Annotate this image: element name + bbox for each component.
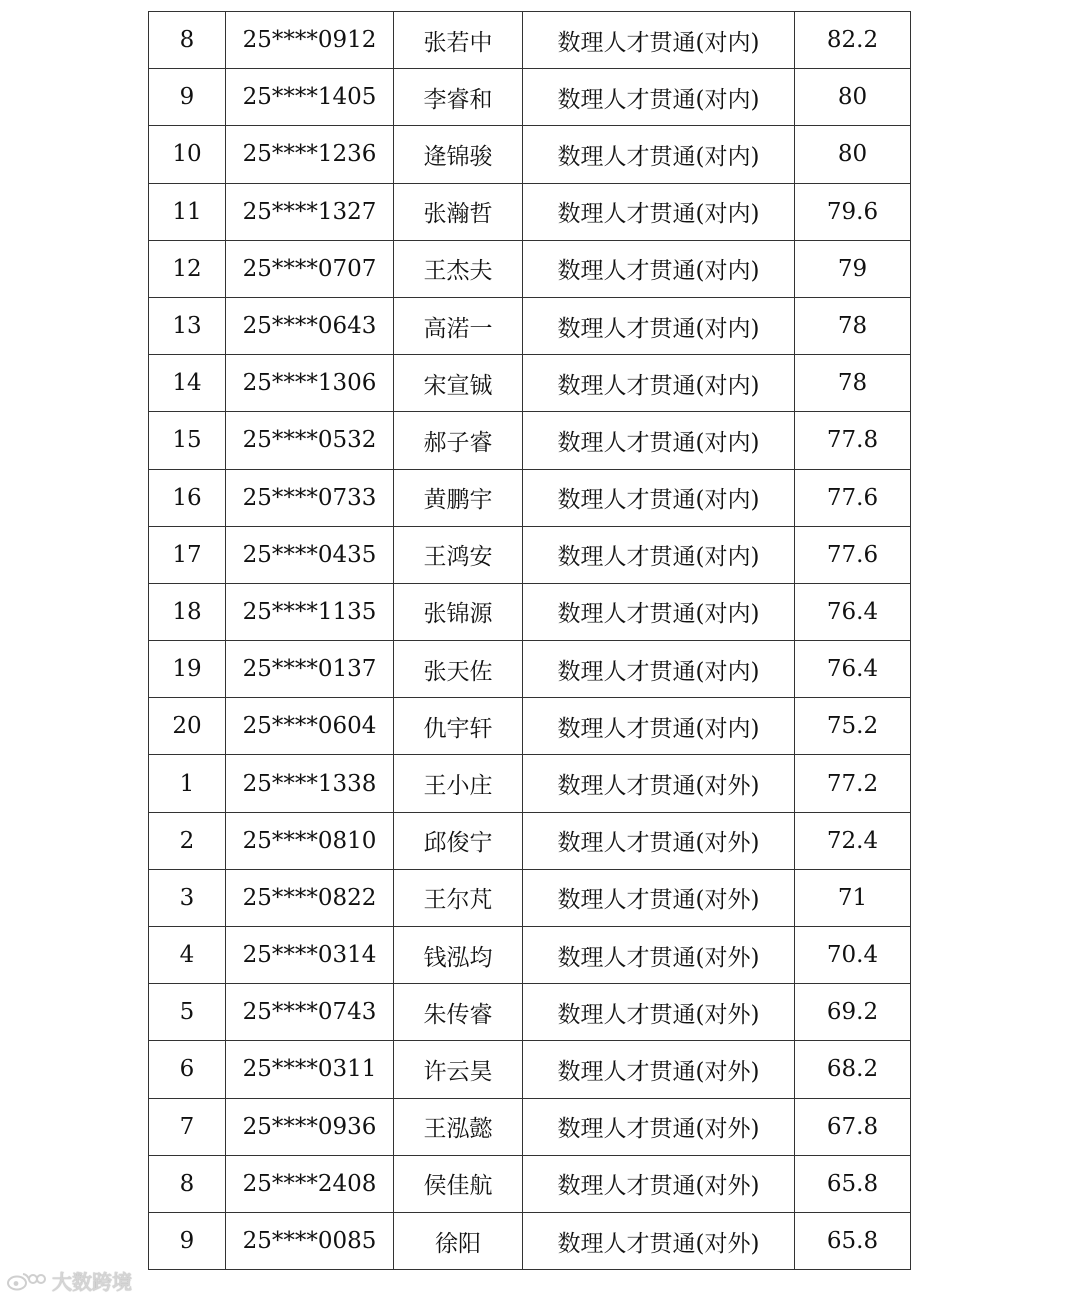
cell-exam-id: 25****0085 <box>226 1212 394 1269</box>
cell-exam-id: 25****0912 <box>226 12 394 69</box>
cell-exam-id: 25****0643 <box>226 297 394 354</box>
table-row <box>149 469 911 526</box>
cell-exam-id: 25****0707 <box>226 240 394 297</box>
cell-exam-id: 25****0733 <box>226 469 394 526</box>
cell-program: 数理人才贯通(对内) <box>523 526 795 583</box>
cell-program: 数理人才贯通(对内) <box>523 469 795 526</box>
cell-program: 数理人才贯通(对内) <box>523 69 795 126</box>
cell-score: 78 <box>795 297 911 354</box>
cell-score: 77.2 <box>795 755 911 812</box>
table-row <box>149 183 911 240</box>
cell-score: 65.8 <box>795 1155 911 1212</box>
cell-number: 17 <box>149 526 226 583</box>
cell-score: 77.8 <box>795 412 911 469</box>
cell-program: 数理人才贯通(对内) <box>523 355 795 412</box>
cell-name: 郝子睿 <box>394 412 523 469</box>
watermark-text: 大数跨境 <box>52 1270 132 1294</box>
cell-score: 67.8 <box>795 1098 911 1155</box>
cell-program: 数理人才贯通(对内) <box>523 641 795 698</box>
cell-score: 76.4 <box>795 583 911 640</box>
cell-number: 7 <box>149 1098 226 1155</box>
cell-exam-id: 25****0435 <box>226 526 394 583</box>
cell-number: 15 <box>149 412 226 469</box>
cell-program: 数理人才贯通(对外) <box>523 1212 795 1269</box>
cell-number: 14 <box>149 355 226 412</box>
cell-name: 李睿和 <box>394 69 523 126</box>
cell-name: 宋宣铖 <box>394 355 523 412</box>
cell-exam-id: 25****0314 <box>226 927 394 984</box>
cell-program: 数理人才贯通(对外) <box>523 755 795 812</box>
cell-program: 数理人才贯通(对内) <box>523 698 795 755</box>
table-row <box>149 240 911 297</box>
cell-exam-id: 25****0743 <box>226 984 394 1041</box>
cell-score: 77.6 <box>795 469 911 526</box>
cell-name: 王鸿安 <box>394 526 523 583</box>
cell-number: 12 <box>149 240 226 297</box>
weibo-logo-icon <box>6 1270 46 1292</box>
cell-exam-id: 25****1405 <box>226 69 394 126</box>
cell-program: 数理人才贯通(对内) <box>523 240 795 297</box>
cell-score: 79.6 <box>795 183 911 240</box>
cell-score: 78 <box>795 355 911 412</box>
cell-number: 6 <box>149 1041 226 1098</box>
cell-score: 80 <box>795 126 911 183</box>
table-row <box>149 12 911 69</box>
table-row <box>149 412 911 469</box>
cell-exam-id: 25****0822 <box>226 869 394 926</box>
results-table <box>148 11 911 1270</box>
cell-name: 王杰夫 <box>394 240 523 297</box>
cell-name: 王尔芃 <box>394 869 523 926</box>
table-row <box>149 1098 911 1155</box>
cell-score: 80 <box>795 69 911 126</box>
table-row <box>149 1041 911 1098</box>
cell-name: 侯佳航 <box>394 1155 523 1212</box>
cell-name: 徐阳 <box>394 1212 523 1269</box>
table-row <box>149 355 911 412</box>
cell-name: 高渃一 <box>394 297 523 354</box>
cell-program: 数理人才贯通(对外) <box>523 1098 795 1155</box>
cell-program: 数理人才贯通(对外) <box>523 812 795 869</box>
cell-name: 张瀚哲 <box>394 183 523 240</box>
cell-program: 数理人才贯通(对外) <box>523 1041 795 1098</box>
cell-number: 10 <box>149 126 226 183</box>
cell-exam-id: 25****1306 <box>226 355 394 412</box>
cell-number: 20 <box>149 698 226 755</box>
cell-program: 数理人才贯通(对内) <box>523 183 795 240</box>
table-row <box>149 526 911 583</box>
table-row <box>149 1155 911 1212</box>
cell-name: 张锦源 <box>394 583 523 640</box>
table-row <box>149 641 911 698</box>
table-row <box>149 984 911 1041</box>
cell-score: 72.4 <box>795 812 911 869</box>
cell-program: 数理人才贯通(对外) <box>523 927 795 984</box>
cell-program: 数理人才贯通(对外) <box>523 984 795 1041</box>
table-row <box>149 812 911 869</box>
cell-name: 黄鹏宇 <box>394 469 523 526</box>
cell-name: 张若中 <box>394 12 523 69</box>
cell-exam-id: 25****0604 <box>226 698 394 755</box>
cell-program: 数理人才贯通(对外) <box>523 869 795 926</box>
cell-exam-id: 25****0936 <box>226 1098 394 1155</box>
table-row <box>149 583 911 640</box>
table-row <box>149 1212 911 1269</box>
cell-exam-id: 25****0810 <box>226 812 394 869</box>
table-row <box>149 126 911 183</box>
cell-program: 数理人才贯通(对内) <box>523 12 795 69</box>
cell-exam-id: 25****0311 <box>226 1041 394 1098</box>
cell-score: 82.2 <box>795 12 911 69</box>
cell-score: 79 <box>795 240 911 297</box>
cell-number: 19 <box>149 641 226 698</box>
cell-name: 王泓懿 <box>394 1098 523 1155</box>
table-row <box>149 297 911 354</box>
cell-program: 数理人才贯通(对外) <box>523 1155 795 1212</box>
cell-program: 数理人才贯通(对内) <box>523 583 795 640</box>
cell-number: 9 <box>149 1212 226 1269</box>
cell-name: 王小庄 <box>394 755 523 812</box>
cell-name: 许云昊 <box>394 1041 523 1098</box>
cell-exam-id: 25****1135 <box>226 583 394 640</box>
table-row <box>149 927 911 984</box>
cell-number: 8 <box>149 12 226 69</box>
cell-number: 18 <box>149 583 226 640</box>
table-row <box>149 698 911 755</box>
cell-number: 16 <box>149 469 226 526</box>
cell-exam-id: 25****1338 <box>226 755 394 812</box>
cell-exam-id: 25****0532 <box>226 412 394 469</box>
table-row <box>149 69 911 126</box>
cell-name: 钱泓均 <box>394 927 523 984</box>
cell-number: 11 <box>149 183 226 240</box>
cell-score: 65.8 <box>795 1212 911 1269</box>
results-table-body <box>149 12 911 1270</box>
table-row <box>149 869 911 926</box>
cell-number: 8 <box>149 1155 226 1212</box>
cell-program: 数理人才贯通(对内) <box>523 126 795 183</box>
cell-score: 76.4 <box>795 641 911 698</box>
cell-number: 9 <box>149 69 226 126</box>
cell-exam-id: 25****2408 <box>226 1155 394 1212</box>
cell-number: 3 <box>149 869 226 926</box>
cell-number: 13 <box>149 297 226 354</box>
cell-name: 张天佐 <box>394 641 523 698</box>
cell-name: 朱传睿 <box>394 984 523 1041</box>
cell-number: 2 <box>149 812 226 869</box>
cell-number: 5 <box>149 984 226 1041</box>
cell-name: 仇宇轩 <box>394 698 523 755</box>
cell-score: 75.2 <box>795 698 911 755</box>
table-row <box>149 755 911 812</box>
cell-score: 70.4 <box>795 927 911 984</box>
watermark <box>6 1266 132 1295</box>
cell-score: 69.2 <box>795 984 911 1041</box>
cell-name: 逄锦骏 <box>394 126 523 183</box>
cell-exam-id: 25****0137 <box>226 641 394 698</box>
cell-program: 数理人才贯通(对内) <box>523 412 795 469</box>
cell-program: 数理人才贯通(对内) <box>523 297 795 354</box>
cell-number: 4 <box>149 927 226 984</box>
cell-score: 77.6 <box>795 526 911 583</box>
cell-score: 71 <box>795 869 911 926</box>
cell-score: 68.2 <box>795 1041 911 1098</box>
cell-exam-id: 25****1236 <box>226 126 394 183</box>
cell-number: 1 <box>149 755 226 812</box>
cell-exam-id: 25****1327 <box>226 183 394 240</box>
cell-name: 邱俊宁 <box>394 812 523 869</box>
